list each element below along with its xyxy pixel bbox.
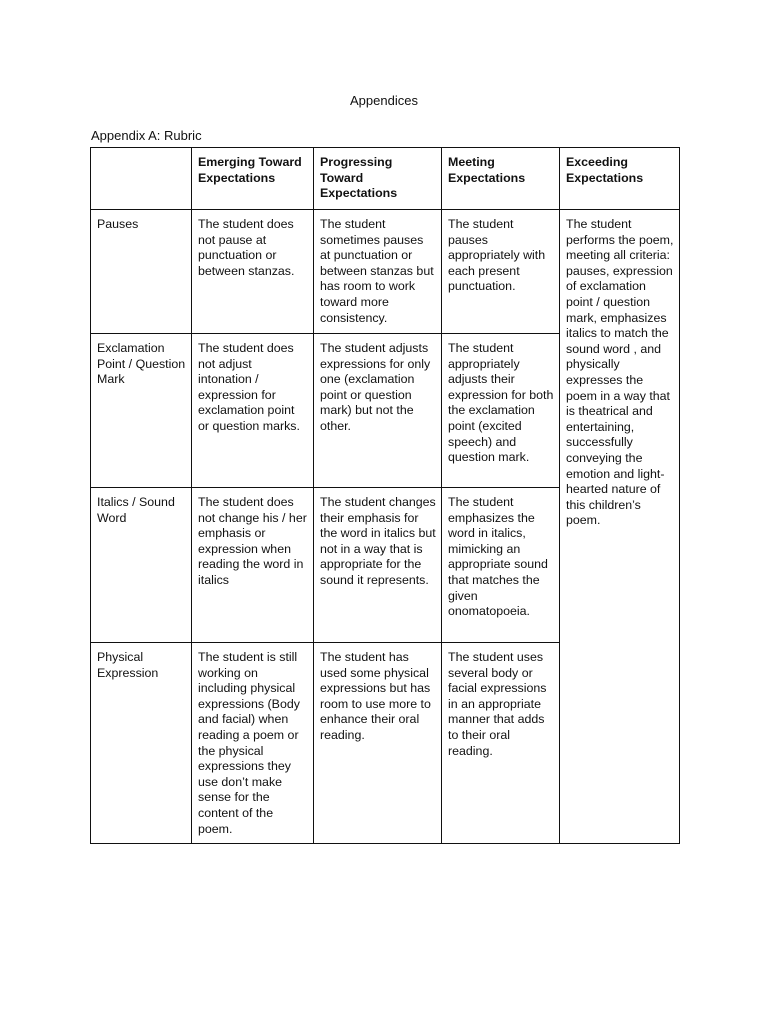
criterion-physical: Physical Expression xyxy=(91,643,192,844)
cell-italics-emerging: The student does not change his / her emphasis or expression when reading the word in italics xyxy=(192,488,314,643)
cell-pauses-meeting: The student pauses appropriately with each present punctuation. xyxy=(442,210,560,334)
page-heading: Appendices xyxy=(350,93,418,108)
header-exceeding: Exceeding Expectations xyxy=(560,148,680,210)
criterion-italics-slash: / xyxy=(128,495,140,509)
header-corner-cell xyxy=(91,148,192,210)
cell-exclamation-meeting: The student appropriately adjusts their expression for both the exclamation point (excited speech) and question mark. xyxy=(442,334,560,488)
header-progressing: Progressing Toward Expectations xyxy=(314,148,442,210)
criterion-exclamation: Exclamation Point / Question Mark xyxy=(91,334,192,488)
cell-italics-progressing: The student changes their emphasis for the word in italics but not in a way that is appropriate for the sound it represents. xyxy=(314,488,442,643)
header-emerging: Emerging Toward Expectations xyxy=(192,148,314,210)
cell-physical-progressing: The student has used some physical expressions but has room to use more to enhance their oral reading. xyxy=(314,643,442,844)
cell-exceeding: The student performs the poem, meeting all criteria: pauses, expression of exclamation point / question mark, emphasizes italics to match the sound word , and physically expresses the poem in a way that is theatrical and entertaining, successfully conveying the emotion and light-hearted nature of this children’s poem. xyxy=(560,210,680,844)
cell-pauses-emerging: The student does not pause at punctuation or between stanzas. xyxy=(192,210,314,334)
cell-exclamation-emerging: The student does not adjust intonation / expression for exclamation point or question marks. xyxy=(192,334,314,488)
header-meeting: Meeting Expectations xyxy=(442,148,560,210)
criterion-italics-word: Italics xyxy=(97,495,129,509)
cell-exclamation-progressing: The student adjusts expressions for only one (exclamation point or question mark) but not the other. xyxy=(314,334,442,488)
rubric-table xyxy=(90,147,680,844)
cell-pauses-progressing: The student sometimes pauses at punctuation or between stanzas but has room to work toward more consistency. xyxy=(314,210,442,334)
row-pauses xyxy=(91,210,680,334)
appendix-title: Appendix A: Rubric xyxy=(91,128,202,143)
criterion-italics xyxy=(91,488,192,643)
rubric-header-row xyxy=(91,148,680,210)
cell-italics-meeting: The student emphasizes the word in italics, mimicking an appropriate sound that matches the given onomatopoeia. xyxy=(442,488,560,643)
cell-physical-emerging: The student is still working on including physical expressions (Body and facial) when reading a poem or the physical expressions they use don’t make sense for the content of the poem. xyxy=(192,643,314,844)
criterion-italics-rest: Sound Word xyxy=(97,495,175,525)
cell-physical-meeting: The student uses several body or facial expressions in an appropriate manner that adds to their oral reading. xyxy=(442,643,560,844)
criterion-pauses: Pauses xyxy=(91,210,192,334)
